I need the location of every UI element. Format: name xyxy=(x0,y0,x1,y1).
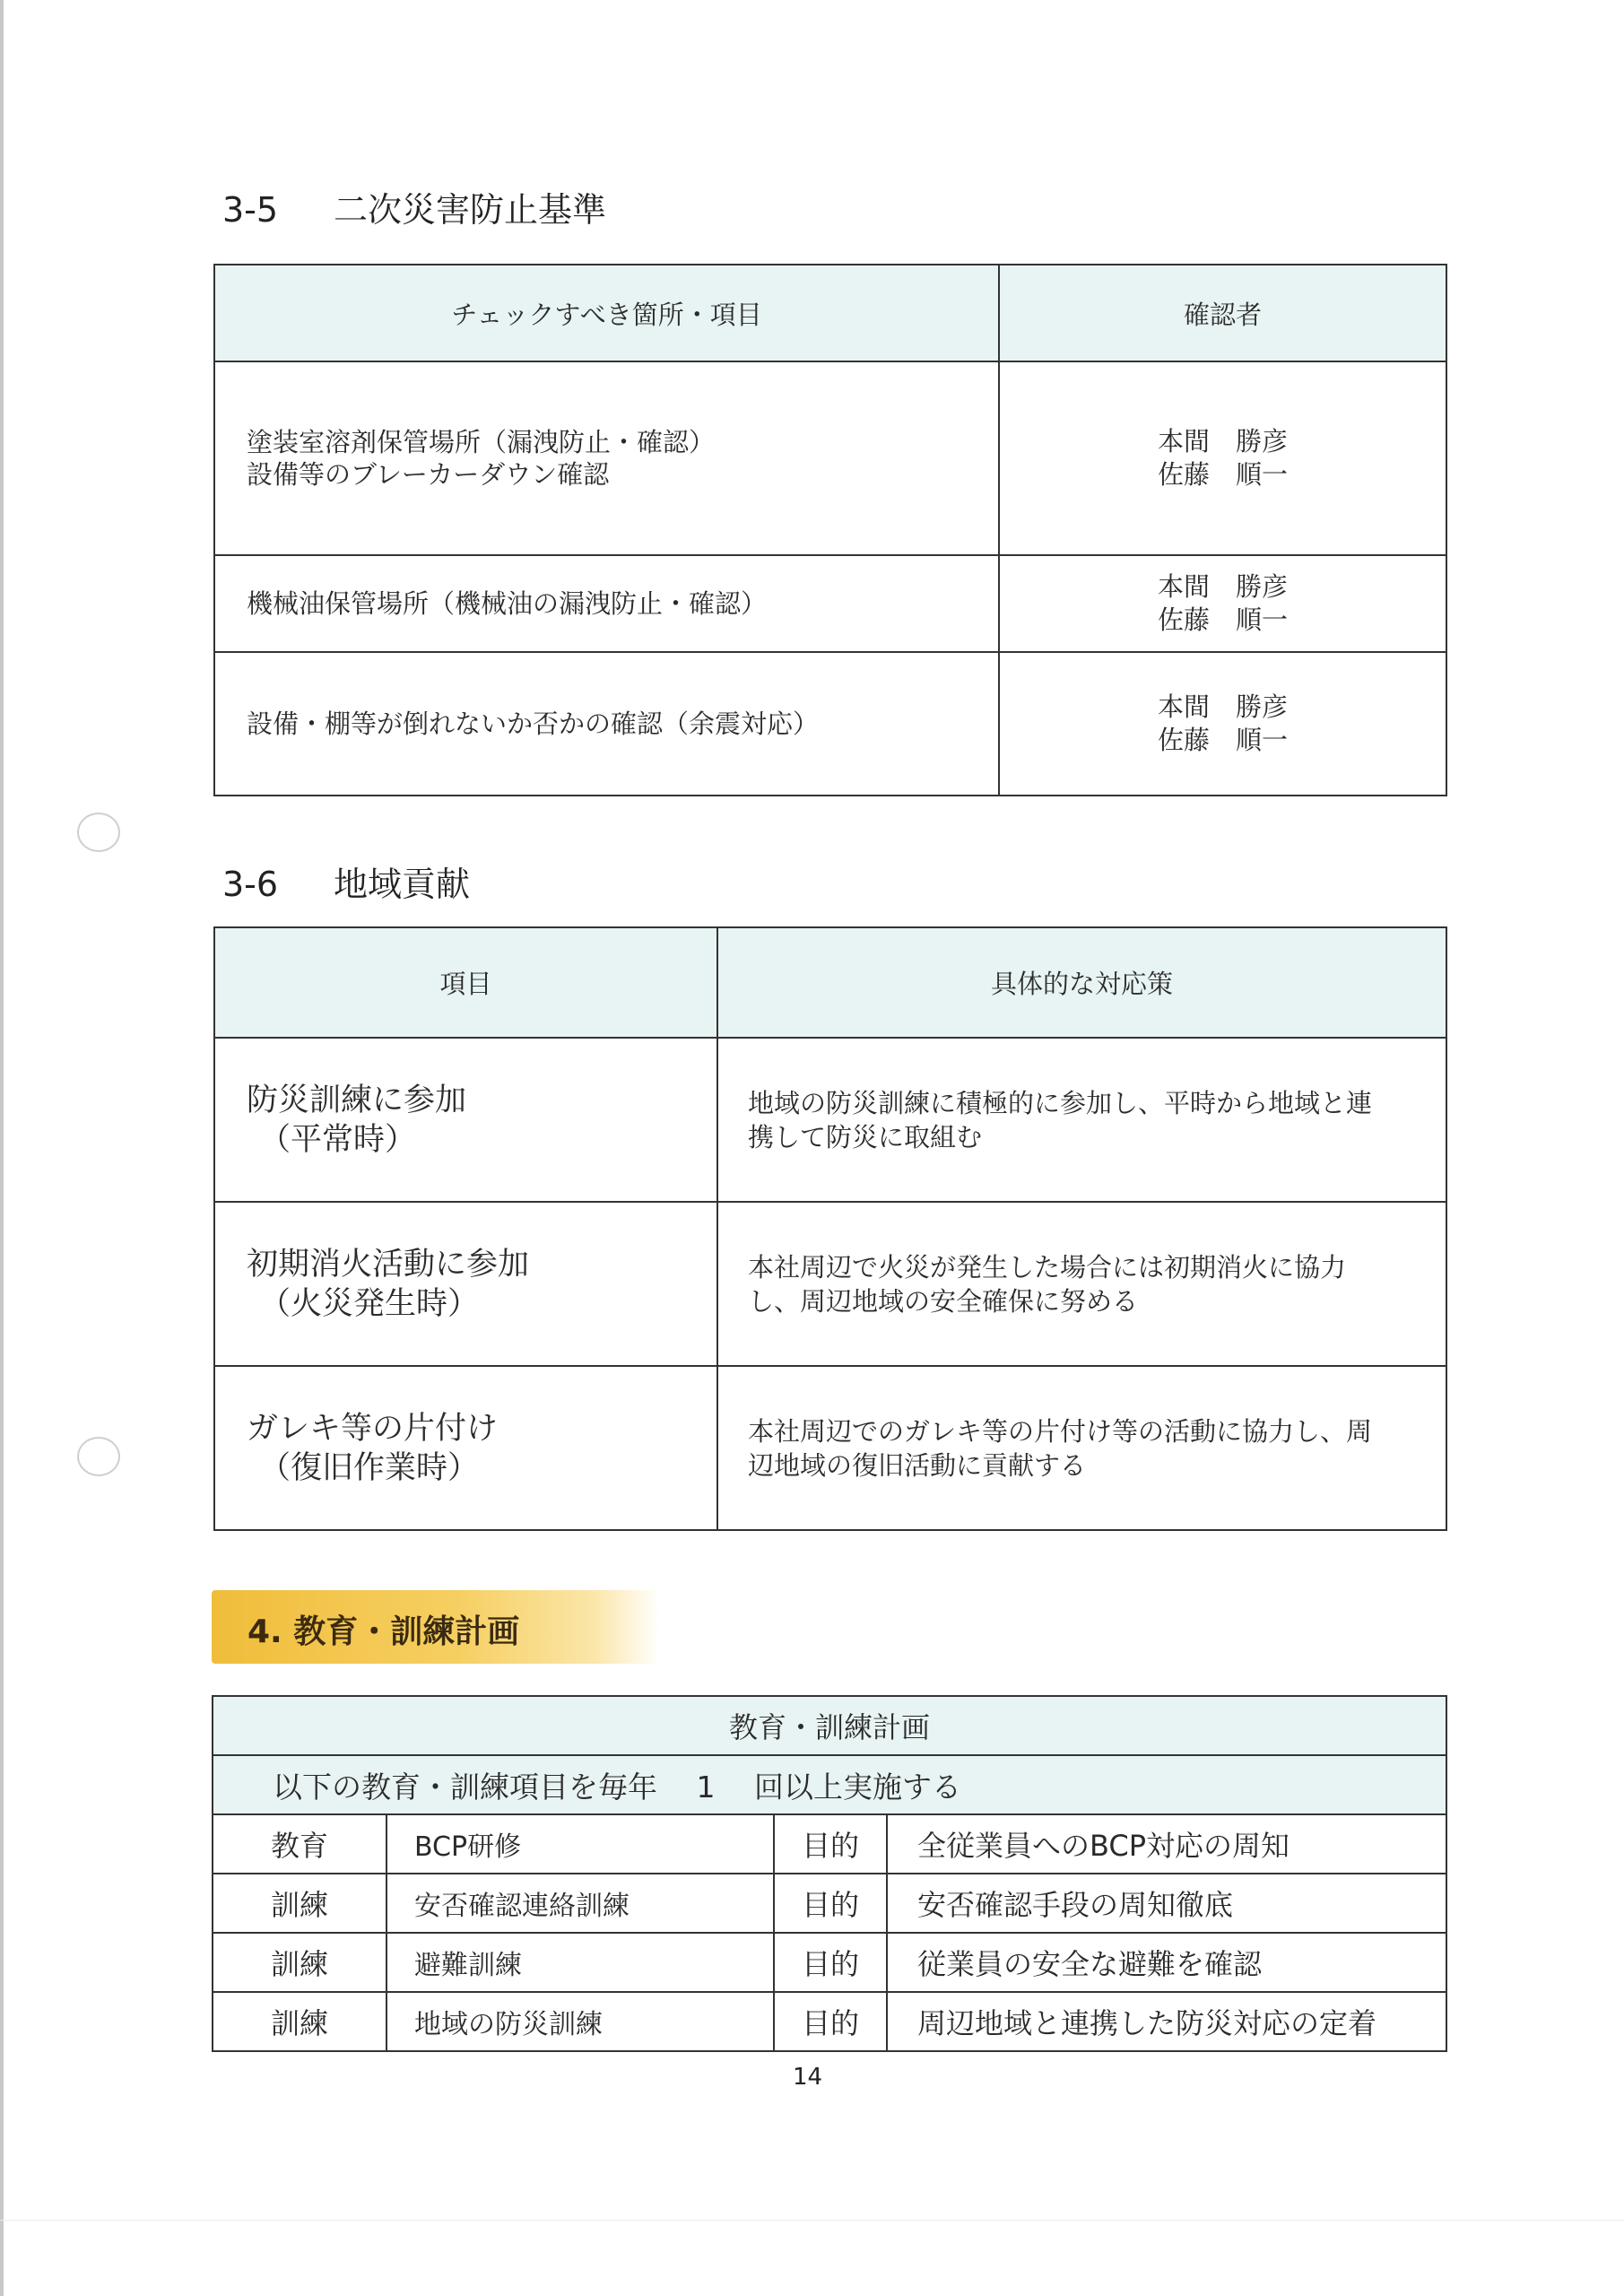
table-row xyxy=(214,652,1446,796)
training-category: 訓練 xyxy=(213,1874,386,1933)
training-category: 訓練 xyxy=(213,1992,386,2051)
purpose-label: 目的 xyxy=(774,1874,887,1933)
contribution-measure: 地域の防災訓練に積極的に参加し、平時から地域と連 携して防災に取組む xyxy=(717,1038,1446,1202)
checker-names: 本間 勝彦 佐藤 順一 xyxy=(999,652,1446,796)
section-3-5-heading xyxy=(222,182,606,231)
training-name: BCP研修 xyxy=(386,1814,774,1874)
training-goal: 安否確認手段の周知徹底 xyxy=(887,1874,1446,1933)
table-row xyxy=(214,1202,1446,1366)
section-title: 地域貢献 xyxy=(334,865,471,904)
training-plan-intro: 以下の教育・訓練項目を毎年 1 回以上実施する xyxy=(213,1755,1446,1814)
table-row xyxy=(213,1992,1446,2051)
section-number: 3-6 xyxy=(222,865,279,904)
training-category: 訓練 xyxy=(213,1933,386,1992)
table-row xyxy=(213,1933,1446,1992)
section-3-6-heading xyxy=(222,857,470,906)
section-number: 3-5 xyxy=(222,190,279,230)
table-row xyxy=(214,361,1446,555)
table-row xyxy=(213,1814,1446,1874)
training-name: 安否確認連絡訓練 xyxy=(386,1874,774,1933)
training-goal: 周辺地域と連携した防災対応の定着 xyxy=(887,1992,1446,2051)
contribution-measure: 本社周辺で火災が発生した場合には初期消火に協力 し、周辺地域の安全確保に努める xyxy=(717,1202,1446,1366)
header-check-item: チェックすべき箇所・項目 xyxy=(214,265,999,361)
training-goal: 従業員の安全な避難を確認 xyxy=(887,1933,1446,1992)
scan-line xyxy=(0,2220,1624,2221)
contribution-item: ガレキ等の片付け （復旧作業時） xyxy=(214,1366,717,1530)
table-row xyxy=(214,1038,1446,1202)
purpose-label: 目的 xyxy=(774,1992,887,2051)
contribution-measure: 本社周辺でのガレキ等の片付け等の活動に協力し、周 辺地域の復旧活動に貢献する xyxy=(717,1366,1446,1530)
secondary-disaster-table xyxy=(213,264,1447,796)
contribution-item: 防災訓練に参加 （平常時） xyxy=(214,1038,717,1202)
punch-hole-top xyxy=(77,813,120,852)
purpose-label: 目的 xyxy=(774,1933,887,1992)
table-row xyxy=(214,1366,1446,1530)
purpose-label: 目的 xyxy=(774,1814,887,1874)
page-number: 14 xyxy=(793,2064,823,2091)
checker-names: 本間 勝彦 佐藤 順一 xyxy=(999,555,1446,652)
check-item: 設備・棚等が倒れないか否かの確認（余震対応） xyxy=(214,652,999,796)
training-name: 地域の防災訓練 xyxy=(386,1992,774,2051)
section-title: 二次災害防止基準 xyxy=(334,190,607,230)
section-4-banner xyxy=(212,1590,660,1664)
check-item: 塗装室溶剤保管場所（漏洩防止・確認） 設備等のブレーカーダウン確認 xyxy=(214,361,999,555)
community-contribution-table xyxy=(213,926,1447,1531)
scan-edge xyxy=(0,0,4,2296)
training-goal: 全従業員へのBCP対応の周知 xyxy=(887,1814,1446,1874)
training-category: 教育 xyxy=(213,1814,386,1874)
training-plan-table xyxy=(212,1695,1447,2052)
check-item: 機械油保管場所（機械油の漏洩防止・確認） xyxy=(214,555,999,652)
checker-names: 本間 勝彦 佐藤 順一 xyxy=(999,361,1446,555)
table-row xyxy=(213,1874,1446,1933)
contribution-item: 初期消火活動に参加 （火災発生時） xyxy=(214,1202,717,1366)
training-name: 避難訓練 xyxy=(386,1933,774,1992)
training-plan-title: 教育・訓練計画 xyxy=(213,1696,1446,1755)
section-4-title: 4. 教育・訓練計画 xyxy=(248,1613,520,1650)
table-row xyxy=(214,555,1446,652)
header-item: 項目 xyxy=(214,927,717,1038)
header-checker: 確認者 xyxy=(999,265,1446,361)
punch-hole-bottom xyxy=(77,1437,120,1476)
header-measures: 具体的な対応策 xyxy=(717,927,1446,1038)
